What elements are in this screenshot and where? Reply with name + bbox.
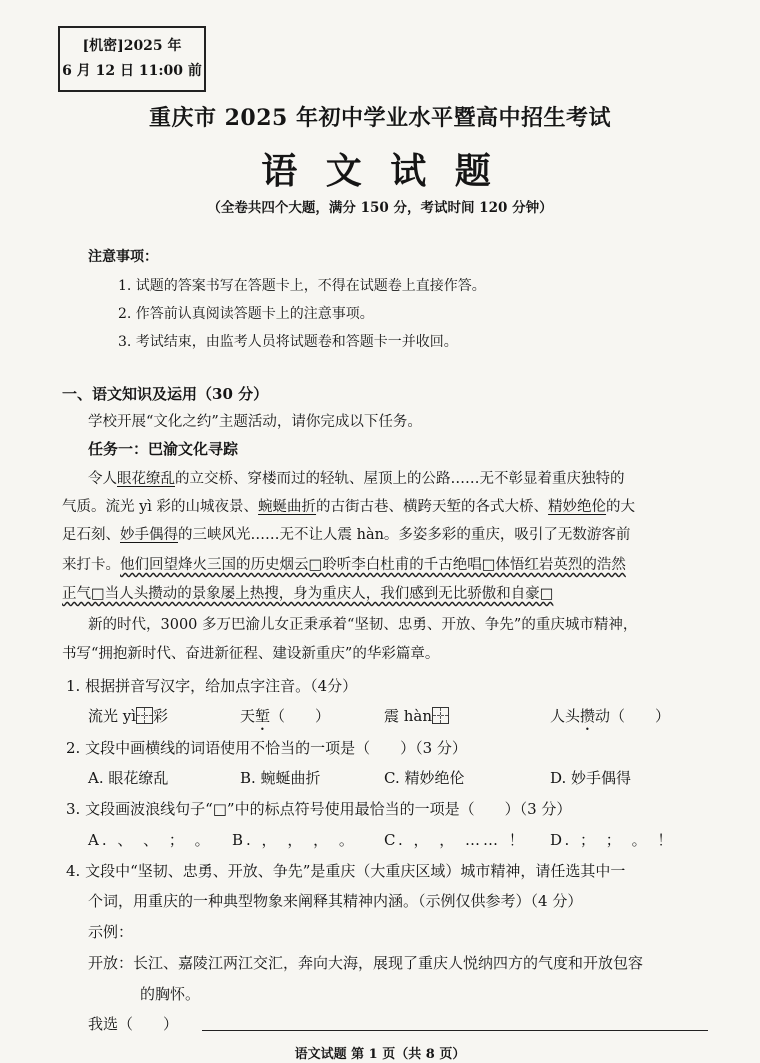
text-span: 的立交桥、穿楼而过的轻轨、屋顶上的公路……无不彰显着重庆独特的 xyxy=(175,471,625,487)
question-3-option-c[interactable]: C. ， ， …… ！ xyxy=(384,831,527,849)
writing-grid-box[interactable] xyxy=(432,707,449,724)
underlined-phrase: 精妙绝伦 xyxy=(548,499,607,515)
question-4-example-line-1: 开放：长江、嘉陵江两江交汇，奔向大海，展现了重庆人悦纳四方的气度和开放包容 xyxy=(88,954,644,972)
question-2-stem: 2. 文段中画横线的词语使用不恰当的一项是（ ）（3 分） xyxy=(66,739,467,757)
confidential-line-2: 6 月 12 日 11:00 前 xyxy=(62,63,202,79)
passage-line-4 xyxy=(62,553,626,574)
question-3-option-b[interactable]: B. ， ， ， 。 xyxy=(232,831,357,849)
section-heading: 一、语文知识及运用（30 分） xyxy=(62,385,269,403)
passage-2-line-2: 书写“拥抱新时代、奋进新征程、建设新重庆”的华彩篇章。 xyxy=(62,646,440,662)
confidential-line-1: [机密]2025 年 xyxy=(82,38,182,54)
underlined-phrase: 蜿蜒曲折 xyxy=(258,499,317,515)
question-4-example-line-2: 的胸怀。 xyxy=(140,985,201,1003)
text-span: 足石刻、 xyxy=(62,527,120,543)
underlined-phrase: 妙手偶得 xyxy=(120,527,178,543)
exam-note: （全卷共四个大题，满分 150 分，考试时间 120 分钟） xyxy=(207,200,553,216)
question-2-option-c[interactable]: C. 精妙绝伦 xyxy=(384,769,465,787)
dotted-char: 堑 xyxy=(255,707,271,725)
notice-item: 1. 试题的答案书写在答题卡上，不得在试题卷上直接作答。 xyxy=(118,278,486,294)
subject-title: 语 文 试 题 xyxy=(261,150,499,192)
question-4-answer-label: 我选（ ） xyxy=(88,1015,179,1033)
passage-line-1 xyxy=(88,467,625,488)
question-3-option-a[interactable]: A. 、 、 ； 。 xyxy=(88,831,213,849)
question-4-example-label: 示例： xyxy=(88,923,134,941)
question-1-item-a xyxy=(88,705,168,726)
page-footer: 语文试题 第 1 页（共 8 页） xyxy=(294,1047,466,1062)
passage-line-2 xyxy=(62,495,635,516)
text-span: 彩 xyxy=(153,707,169,725)
question-1-item-b xyxy=(240,705,330,734)
question-3-option-d[interactable]: D. ； ； 。 ！ xyxy=(550,831,676,849)
text-span: （ ） xyxy=(270,707,331,725)
answer-line[interactable] xyxy=(202,1030,708,1031)
underlined-phrase: 眼花缭乱 xyxy=(117,471,175,487)
exam-title: 重庆市 2025 年初中学业水平暨高中招生考试 xyxy=(148,105,612,131)
text-span: 气质。流光 yì 彩的山城夜景、 xyxy=(62,499,259,515)
section-intro: 学校开展“文化之约”主题活动，请你完成以下任务。 xyxy=(88,414,422,430)
text-span: 震 hàn xyxy=(384,707,433,725)
question-4-stem-line-1: 4. 文段中“坚韧、忠勇、开放、争先”是重庆（大重庆区域）城市精神，请任选其中一 xyxy=(66,862,626,880)
writing-grid-box[interactable] xyxy=(136,707,153,724)
text-span: 人头 xyxy=(550,707,581,725)
wavy-sentence: 他们回望烽火三国的历史烟云□聆听李白杜甫的千古绝唱□体悟红岩英烈的浩然 xyxy=(120,557,626,573)
question-3-stem: 3. 文段画波浪线句子“□”中的标点符号使用最恰当的一项是（ ）（3 分） xyxy=(66,800,572,818)
question-1-stem: 1. 根据拼音写汉字，给加点字注音。（4分） xyxy=(66,677,358,695)
wavy-sentence: 正气□当人头攒动的景象屡上热搜，身为重庆人，我们感到无比骄傲和自豪□ xyxy=(62,586,554,602)
notice-item: 2. 作答前认真阅读答题卡上的注意事项。 xyxy=(118,306,374,322)
question-4-stem-line-2: 个词，用重庆的一种典型物象来阐释其精神内涵。（示例仅供参考）（4 分） xyxy=(88,892,583,910)
text-span: 的三峡风光……无不让人震 hàn。多姿多彩的重庆，吸引了无数游客前 xyxy=(178,527,631,543)
text-span: 天 xyxy=(240,707,256,725)
text-span: 流光 yì xyxy=(88,707,137,725)
question-2-option-d[interactable]: D. 妙手偶得 xyxy=(550,769,632,787)
question-1-item-d xyxy=(550,705,670,734)
text-span: 动（ ） xyxy=(595,707,671,725)
notice-item: 3. 考试结束，由监考人员将试题卷和答题卡一并收回。 xyxy=(118,334,458,350)
text-span: 的大 xyxy=(606,499,636,515)
passage-line-5 xyxy=(62,582,553,603)
task-heading: 任务一：巴渝文化寻踪 xyxy=(88,440,239,458)
notice-heading: 注意事项： xyxy=(88,249,158,265)
passage-line-3 xyxy=(62,523,630,544)
text-span: 令人 xyxy=(88,471,117,487)
dotted-char: 攒 xyxy=(580,707,596,725)
confidential-box xyxy=(58,26,206,92)
passage-2-line-1: 新的时代，3000 多万巴渝儿女正秉承着“坚韧、忠勇、开放、争先”的重庆城市精神， xyxy=(88,617,638,633)
text-span: 的古街古巷、横跨天堑的各式大桥、 xyxy=(316,499,549,515)
question-2-option-b[interactable]: B. 蜿蜒曲折 xyxy=(240,769,321,787)
text-span: 来打卡。 xyxy=(62,557,120,573)
question-1-item-c xyxy=(384,705,449,726)
question-2-option-a[interactable]: A. 眼花缭乱 xyxy=(88,769,169,787)
